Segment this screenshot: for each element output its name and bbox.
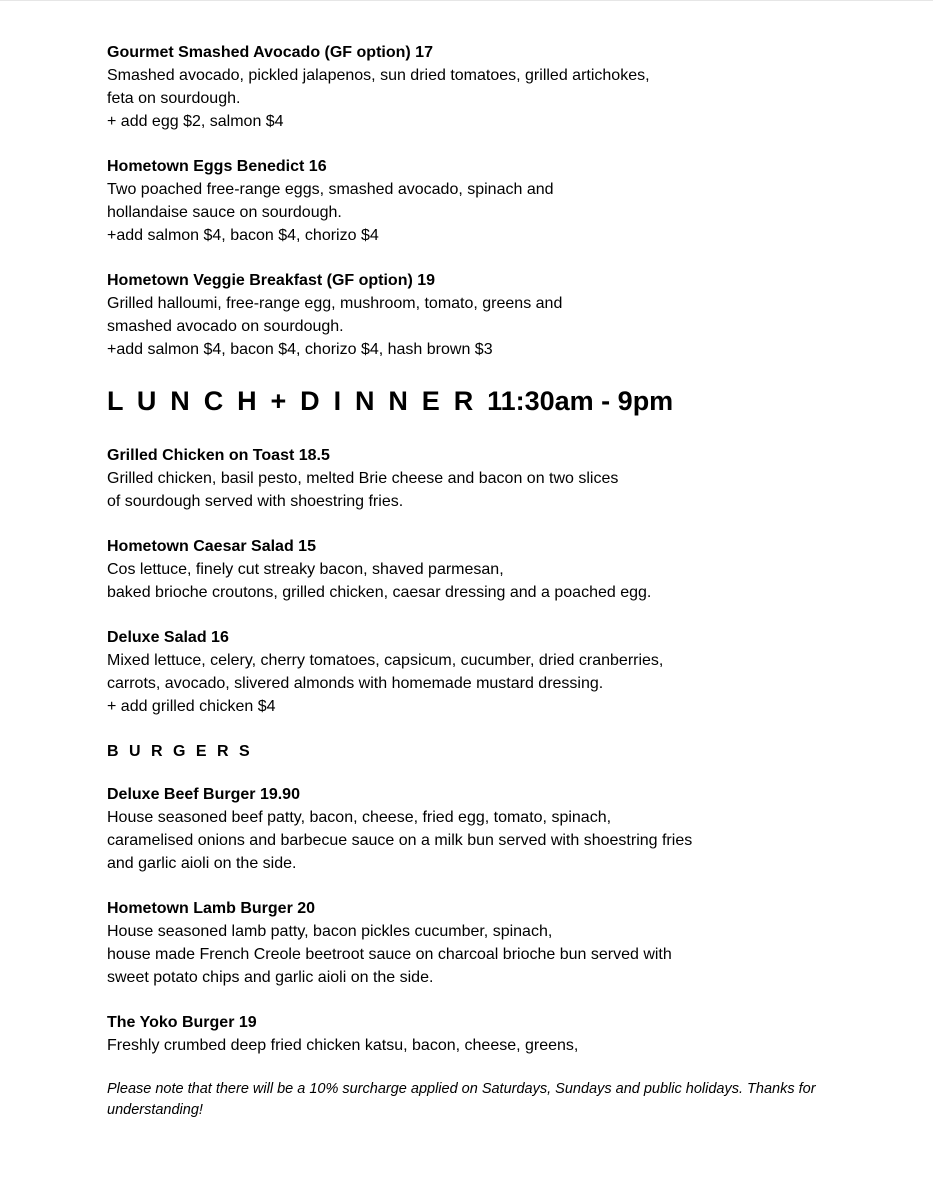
item-description-line: Grilled chicken, basil pesto, melted Brie cheese and bacon on two slices: [107, 470, 619, 487]
item-addons-line: +add salmon $4, bacon $4, chorizo $4, hash brown $3: [107, 341, 493, 358]
item-description-line: smashed avocado on sourdough.: [107, 318, 344, 335]
item-description-line: Two poached free-range eggs, smashed avocado, spinach and: [107, 181, 554, 198]
item-description-line: House seasoned beef patty, bacon, cheese, fried egg, tomato, spinach,: [107, 809, 612, 826]
menu-item-yoko-burger: [107, 1011, 897, 1057]
item-description-line: feta on sourdough.: [107, 90, 241, 107]
item-title: Grilled Chicken on Toast 18.5: [107, 447, 330, 464]
item-description-line: carrots, avocado, slivered almonds with homemade mustard dressing.: [107, 675, 604, 692]
opening-hours: 11:30am - 9pm: [487, 386, 674, 416]
item-title: Hometown Lamb Burger 20: [107, 900, 316, 917]
menu-item-smashed-avocado: [107, 41, 897, 133]
page-top-rule: [0, 0, 933, 1]
item-description-line: of sourdough served with shoestring fries.: [107, 493, 404, 510]
item-addons-line: +add salmon $4, bacon $4, chorizo $4: [107, 227, 379, 244]
menu-item-deluxe-salad: [107, 626, 897, 718]
section-title: L U N C H + D I N N E R: [107, 386, 477, 416]
item-description-line: Mixed lettuce, celery, cherry tomatoes, capsicum, cucumber, dried cranberries,: [107, 652, 664, 669]
item-title: Deluxe Beef Burger 19.90: [107, 786, 300, 803]
item-title: Hometown Veggie Breakfast (GF option) 19: [107, 272, 436, 289]
item-title: The Yoko Burger 19: [107, 1014, 257, 1031]
item-description-line: Cos lettuce, finely cut streaky bacon, shaved parmesan,: [107, 561, 504, 578]
item-description-line: Smashed avocado, pickled jalapenos, sun dried tomatoes, grilled artichokes,: [107, 67, 650, 84]
item-description-line: baked brioche croutons, grilled chicken, caesar dressing and a poached egg.: [107, 584, 652, 601]
item-addons-line: + add grilled chicken $4: [107, 698, 276, 715]
item-title: Deluxe Salad 16: [107, 629, 229, 646]
menu-item-eggs-benedict: [107, 155, 897, 247]
menu-item-lamb-burger: [107, 897, 897, 989]
item-title: Hometown Eggs Benedict 16: [107, 158, 327, 175]
item-description-line: house made French Creole beetroot sauce on charcoal brioche bun served with: [107, 946, 672, 963]
menu-item-caesar-salad: [107, 535, 897, 604]
menu-item-deluxe-beef-burger: [107, 783, 897, 875]
item-description-line: and garlic aioli on the side.: [107, 855, 297, 872]
item-description-line: sweet potato chips and garlic aioli on the side.: [107, 969, 434, 986]
item-description-line: Grilled halloumi, free-range egg, mushroom, tomato, greens and: [107, 295, 563, 312]
surcharge-note: Please note that there will be a 10% surcharge applied on Saturdays, Sundays and public holidays. Thanks for understanding!: [107, 1081, 816, 1118]
menu-item-veggie-breakfast: [107, 269, 897, 361]
item-description-line: hollandaise sauce on sourdough.: [107, 204, 342, 221]
item-title: Hometown Caesar Salad 15: [107, 538, 316, 555]
burgers-heading: B U R G E R S: [107, 743, 253, 760]
item-title: Gourmet Smashed Avocado (GF option) 17: [107, 44, 433, 61]
item-description-line: House seasoned lamb patty, bacon pickles cucumber, spinach,: [107, 923, 553, 940]
lunch-dinner-heading: [107, 383, 897, 419]
item-addons-line: + add egg $2, salmon $4: [107, 113, 284, 130]
item-description-line: Freshly crumbed deep fried chicken katsu, bacon, cheese, greens,: [107, 1037, 579, 1054]
menu-item-grilled-chicken-toast: [107, 444, 897, 513]
item-description-line: caramelised onions and barbecue sauce on a milk bun served with shoestring fries: [107, 832, 693, 849]
menu-page: [107, 41, 897, 1136]
